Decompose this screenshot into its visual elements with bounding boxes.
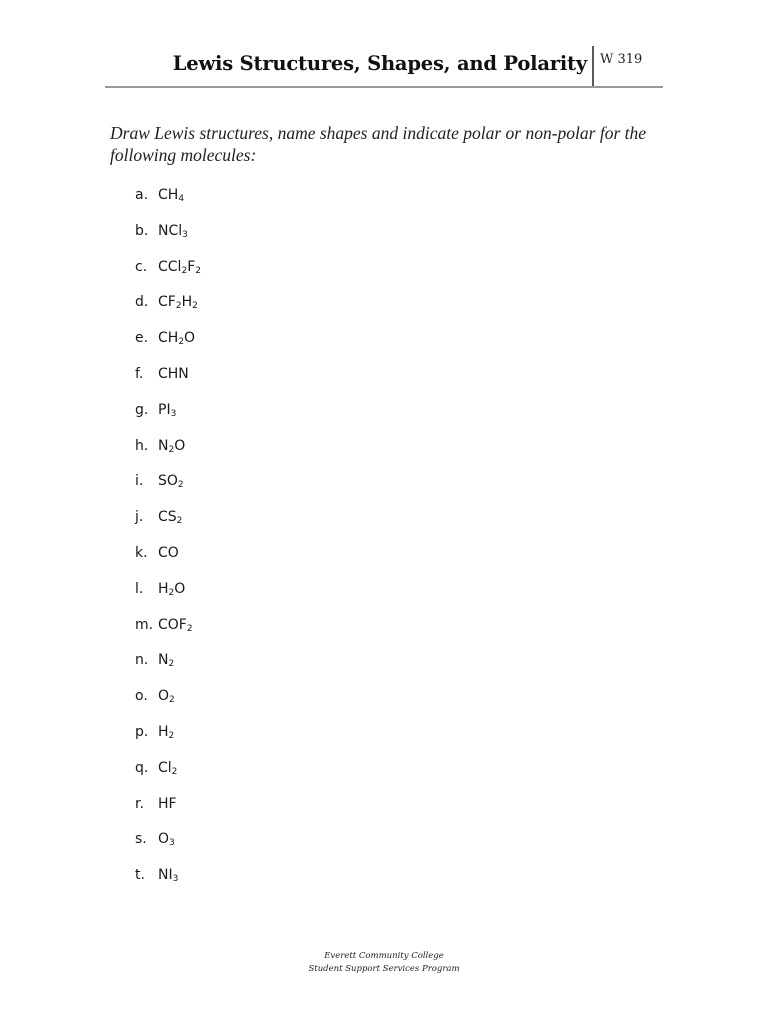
molecule-formula: $O_2$ (158, 688, 175, 706)
item-letter: k. (135, 544, 148, 561)
list-item (135, 184, 201, 220)
list-item (135, 828, 201, 864)
item-letter: d. (135, 294, 149, 311)
page-footer (0, 950, 768, 976)
list-item (135, 614, 201, 650)
list-item (135, 399, 201, 435)
molecule-formula: CHN (158, 365, 189, 382)
molecule-formula: $CH_2O$ (158, 330, 196, 348)
molecule-list (135, 184, 201, 900)
item-letter: c. (135, 258, 148, 275)
item-letter: j. (135, 509, 144, 526)
list-item (135, 542, 201, 578)
list-item (135, 291, 201, 327)
item-letter: g. (135, 401, 149, 418)
molecule-formula: $PI_3$ (158, 401, 177, 419)
list-item (135, 649, 201, 685)
page-title: Lewis Structures, Shapes, and Polarity (172, 52, 587, 75)
page-header (105, 44, 663, 88)
molecule-formula: $N_2$ (158, 652, 175, 670)
list-item (135, 757, 201, 793)
molecule-formula: $SO_2$ (158, 473, 184, 491)
item-letter: h. (135, 437, 149, 454)
item-letter: e. (135, 330, 149, 347)
list-item (135, 363, 201, 399)
item-letter: l. (135, 580, 144, 597)
list-item (135, 685, 201, 721)
item-letter: i. (135, 473, 144, 490)
molecule-formula: HF (158, 795, 177, 812)
item-letter: a. (135, 187, 149, 203)
footer-college: Everett Community College (324, 951, 444, 961)
list-item (135, 327, 201, 363)
item-letter: r. (135, 795, 144, 812)
item-letter: o. (135, 688, 148, 705)
list-item (135, 721, 201, 757)
item-letter: q. (135, 759, 149, 776)
item-letter: s. (135, 831, 147, 848)
molecule-formula: $COF_2$ (158, 616, 193, 634)
item-letter: m. (135, 616, 154, 633)
molecule-formula: $CCl_2F_2$ (158, 258, 201, 276)
item-letter: b. (135, 222, 149, 239)
molecule-formula: NCl$_3$ (158, 222, 188, 240)
instructions-text: Draw Lewis structures, name shapes and indicate polar or non-polar for the following molecules: (110, 123, 647, 165)
list-item (135, 793, 201, 829)
molecule-formula: $H_2$ (158, 723, 175, 741)
molecule-formula: $NI_3$ (158, 867, 179, 885)
item-letter: p. (135, 723, 149, 740)
document-code: W 319 (600, 52, 643, 67)
item-letter: t. (135, 867, 145, 884)
molecule-formula: CO (158, 544, 179, 561)
list-item (135, 864, 201, 900)
molecule-formula: $O_3$ (158, 831, 175, 849)
molecule-formula: $N_2O$ (158, 437, 186, 455)
header-divider (592, 46, 594, 86)
molecule-formula: $CF_2H_2$ (158, 294, 198, 312)
list-item (135, 220, 201, 256)
item-letter: f. (135, 365, 144, 382)
list-item (135, 256, 201, 292)
list-item (135, 578, 201, 614)
footer-program: Student Support Services Program (308, 964, 460, 974)
list-item (135, 435, 201, 471)
item-letter: n. (135, 652, 149, 669)
molecule-formula: $H_2O$ (158, 580, 186, 598)
molecule-formula: $CH_4$ (158, 187, 185, 204)
list-item (135, 470, 201, 506)
molecule-formula: $Cl_2$ (158, 759, 178, 777)
list-item (135, 506, 201, 542)
molecule-formula: $CS_2$ (158, 509, 183, 527)
